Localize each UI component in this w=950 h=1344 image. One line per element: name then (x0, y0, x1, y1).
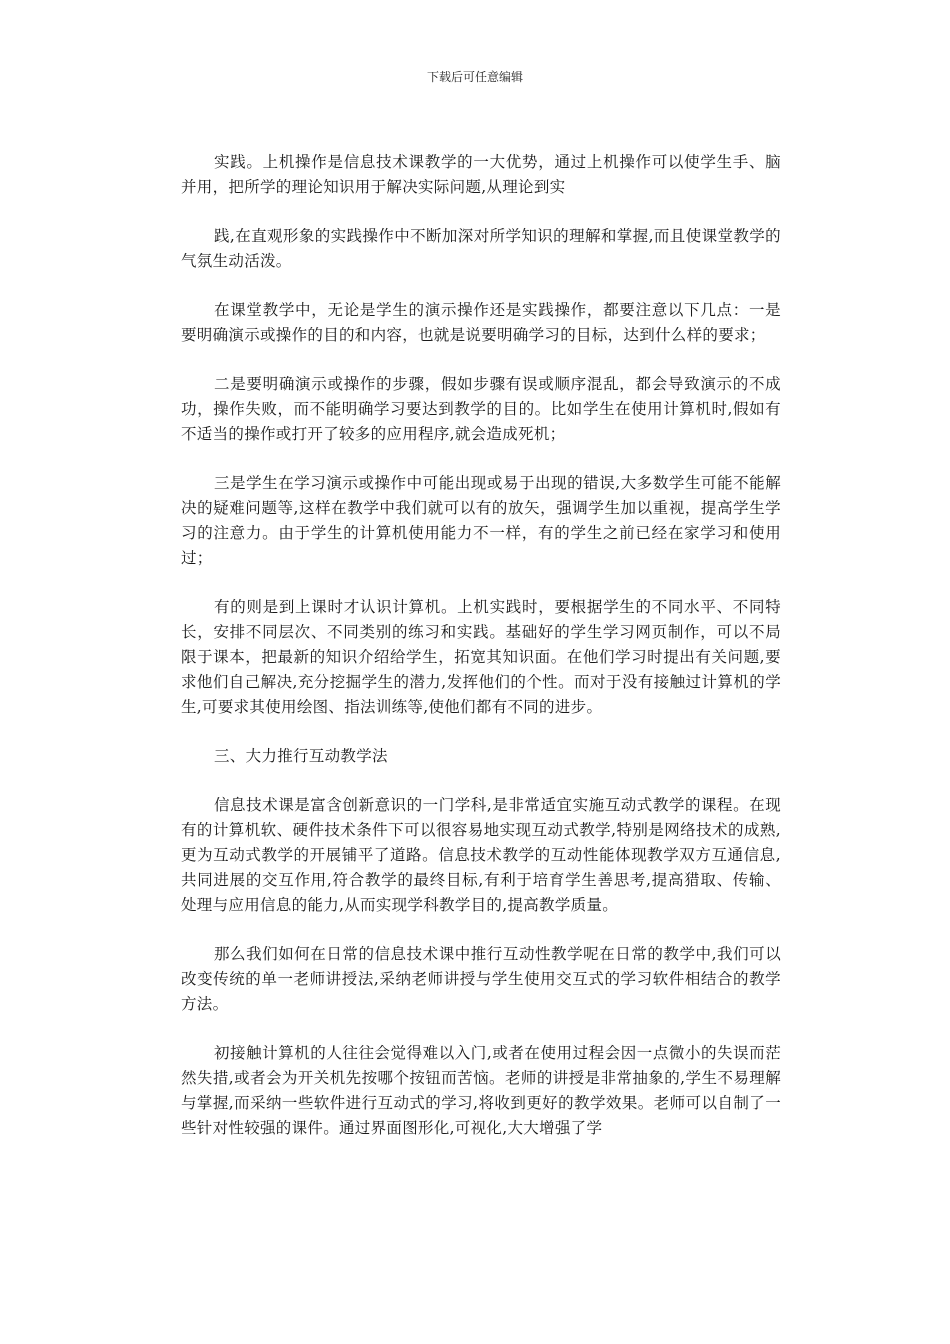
paragraph: 初接触计算机的人往往会觉得难以入门,或者在使用过程会因一点微小的失误而茫然失措,或者会为开关机先按哪个按钮而苦恼。老师的讲授是非常抽象的,学生不易理解与掌握,而采纳一些软件进行互动式的学习,将收到更好的教学效果。老师可以自制了一些针对性较强的课件。通过界面图形化,可视化,大大增强了学 (181, 1044, 781, 1137)
section-heading: 三、大力推行互动教学法 (214, 747, 388, 765)
paragraph: 信息技术课是富含创新意识的一门学科,是非常适宜实施互动式教学的课程。在现有的计算机软、硬件技术条件下可以很容易地实现互动式教学,特别是网络技术的成熟,更为互动式教学的开展铺平了道路。信息技术教学的互动性能体现教学双方互通信息,共同进展的交互作用,符合教学的最终目标,有利于培育学生善思考,提高猎取、传输、处理与应用信息的能力,从而实现学科教学目的,提高教学质量。 (181, 796, 781, 914)
paragraph: 在课堂教学中，无论是学生的演示操作还是实践操作，都要注意以下几点：一是要明确演示或操作的目的和内容，也就是说要明确学习的目标，达到什么样的要求； (181, 301, 781, 344)
document-body (181, 150, 781, 1165)
paragraph: 二是要明确演示或操作的步骤，假如步骤有误或顺序混乱，都会导致演示的不成功，操作失败，而不能明确学习要达到教学的目的。比如学生在使用计算机时,假如有不适当的操作或打开了较多的应用程序,就会造成死机； (181, 375, 781, 443)
paragraph: 实践。上机操作是信息技术课教学的一大优势，通过上机操作可以使学生手、脑并用，把所学的理论知识用于解决实际问题,从理论到实 (181, 153, 781, 196)
paragraph: 那么我们如何在日常的信息技术课中推行互动性教学呢在日常的教学中,我们可以改变传统的单一老师讲授法,采纳老师讲授与学生使用交互式的学习软件相结合的教学方法。 (181, 945, 781, 1013)
paragraph: 践,在直观形象的实践操作中不断加深对所学知识的理解和掌握,而且使课堂教学的气氛生动活泼。 (181, 227, 781, 270)
page-header: 下载后可任意编辑 (426, 70, 523, 84)
paragraph: 三是学生在学习演示或操作中可能出现或易于出现的错误,大多数学生可能不能解决的疑难问题等,这样在教学中我们就可以有的放矢，强调学生加以重视，提高学生学习的注意力。由于学生的计算机使用能力不一样，有的学生之前已经在家学习和使用过； (181, 474, 781, 567)
paragraph: 有的则是到上课时才认识计算机。上机实践时，要根据学生的不同水平、不同特长，安排不同层次、不同类别的练习和实践。基础好的学生学习网页制作，可以不局限于课本，把最新的知识介绍给学生，拓宽其知识面。在他们学习时提出有关问题,要求他们自己解决,充分挖掘学生的潜力,发挥他们的个性。而对于没有接触过计算机的学生,可要求其使用绘图、指法训练等,使他们都有不同的进步。 (181, 598, 781, 716)
